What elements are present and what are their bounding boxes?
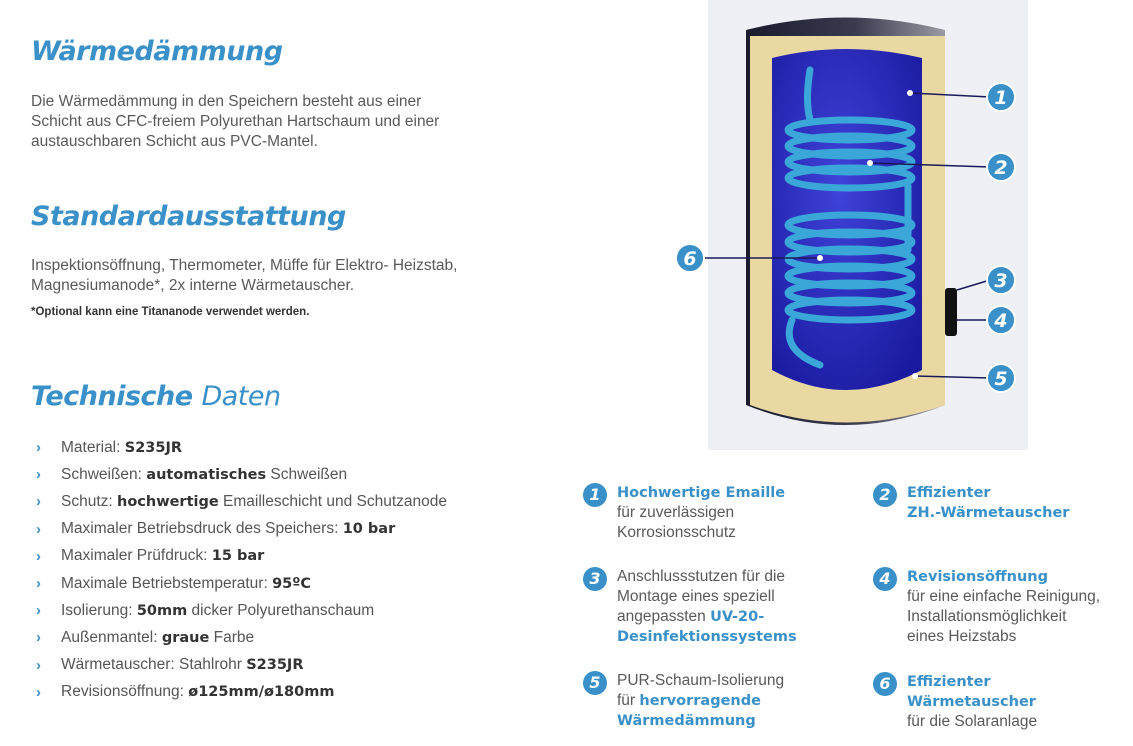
feature-description: angepassten xyxy=(617,608,711,625)
chevron-right-icon: › xyxy=(36,656,41,674)
feature-3 xyxy=(583,567,833,647)
heading-technical-data xyxy=(31,381,281,412)
feature-number-badge: 2 xyxy=(873,483,897,507)
spec-label: Material: xyxy=(61,438,125,456)
spec-item xyxy=(36,570,447,597)
feature-description: Anschlussstutzen für die xyxy=(617,568,786,585)
feature-highlight: ZH.-Wärmetauscher xyxy=(907,505,1070,521)
spec-label: Maximaler Betriebsdruck des Speichers: xyxy=(61,520,343,538)
standard-equipment-text xyxy=(31,256,457,296)
feature-line xyxy=(907,692,1123,712)
spec-value: S235JR xyxy=(124,439,183,456)
spec-value: automatisches xyxy=(146,466,267,483)
feature-line xyxy=(907,672,1123,692)
feature-text xyxy=(907,483,1123,523)
feature-highlight: Hochwertige Emaille xyxy=(617,485,786,501)
feature-line xyxy=(907,627,1123,647)
callout-3 xyxy=(987,266,1015,294)
spec-label: Maximaler Prüfdruck: xyxy=(61,547,212,565)
spec-label: Schweißen: xyxy=(61,465,147,483)
spec-value: 10 bar xyxy=(342,521,396,538)
spec-item xyxy=(36,488,447,515)
optional-note: *Optional kann eine Titananode verwendet werden. xyxy=(31,306,310,318)
chevron-right-icon: › xyxy=(36,683,41,701)
feature-description: Montage eines speziell xyxy=(617,588,775,605)
feature-line xyxy=(907,567,1123,587)
feature-line xyxy=(907,483,1123,503)
svg-text:6: 6 xyxy=(683,248,697,270)
spec-item xyxy=(36,624,447,651)
feature-line xyxy=(617,587,833,607)
spec-item xyxy=(36,652,447,679)
chevron-right-icon: › xyxy=(36,547,41,565)
feature-2 xyxy=(873,483,1123,523)
callout-6 xyxy=(676,244,704,272)
feature-4 xyxy=(873,567,1123,647)
feature-line xyxy=(907,607,1123,627)
feature-text xyxy=(617,483,833,543)
feature-description: PUR-Schaum-Isolierung xyxy=(617,672,785,689)
chevron-right-icon: › xyxy=(36,629,41,647)
spec-value: graue xyxy=(161,629,210,646)
spec-item xyxy=(36,597,447,624)
spec-label: Maximale Betriebstemperatur: xyxy=(61,574,273,592)
feature-line xyxy=(617,503,833,523)
flange-cover xyxy=(945,288,957,336)
feature-description: für die Solaranlage xyxy=(907,713,1038,730)
feature-line xyxy=(907,587,1123,607)
spec-value: 50mm xyxy=(136,602,188,619)
feature-line xyxy=(617,627,833,647)
tank-illustration xyxy=(660,0,1050,450)
insulation-text-line: Die Wärmedämmung in den Speichern besteht aus einer xyxy=(31,93,422,110)
feature-line xyxy=(617,671,833,691)
feature-text xyxy=(617,671,833,731)
svg-text:4: 4 xyxy=(994,310,1008,332)
svg-text:2: 2 xyxy=(994,157,1008,179)
feature-number-badge: 1 xyxy=(583,483,607,507)
standard-text-line: Inspektionsöffnung, Thermometer, Müffe für Elektro- Heizstab, xyxy=(31,257,458,274)
feature-highlight: Desinfektionssystems xyxy=(617,629,797,645)
chevron-right-icon: › xyxy=(36,493,41,511)
feature-highlight: hervorragende xyxy=(639,693,761,709)
spec-suffix: Emailleschicht und Schutzanode xyxy=(218,492,448,510)
technical-specs-list xyxy=(36,434,447,706)
feature-1 xyxy=(583,483,833,543)
feature-line xyxy=(617,523,833,543)
spec-value: S235JR xyxy=(246,657,304,674)
feature-highlight: Wärmetauscher xyxy=(907,694,1036,710)
chevron-right-icon: › xyxy=(36,439,41,457)
feature-line xyxy=(617,567,833,587)
spec-suffix: Farbe xyxy=(209,628,255,646)
feature-text xyxy=(907,672,1123,732)
spec-item xyxy=(36,543,447,570)
svg-text:3: 3 xyxy=(994,270,1008,292)
spec-item xyxy=(36,516,447,543)
feature-line xyxy=(907,503,1123,523)
feature-highlight: UV-20- xyxy=(710,609,765,625)
feature-highlight: Effizienter xyxy=(907,485,991,501)
feature-5 xyxy=(583,671,833,731)
feature-description: Korrosionsschutz xyxy=(617,524,736,541)
spec-value: 15 bar xyxy=(211,548,265,565)
feature-description: für xyxy=(617,692,640,709)
callout-5 xyxy=(987,364,1015,392)
feature-highlight: Revisionsöffnung xyxy=(907,569,1048,585)
spec-label: Außenmantel: xyxy=(61,628,162,646)
feature-description: für zuverlässigen xyxy=(617,504,735,521)
feature-text xyxy=(907,567,1123,647)
spec-item xyxy=(36,434,447,461)
feature-text xyxy=(617,567,833,647)
svg-text:1: 1 xyxy=(994,87,1008,109)
spec-value: 95ºC xyxy=(272,575,312,592)
insulation-text xyxy=(31,92,439,152)
feature-number-badge: 4 xyxy=(873,567,897,591)
callout-2 xyxy=(987,153,1015,181)
heading-standard-equipment: Standardausstattung xyxy=(31,201,346,232)
spec-item xyxy=(36,461,447,488)
feature-number-badge: 5 xyxy=(583,671,607,695)
spec-label: Isolierung: xyxy=(61,601,137,619)
svg-text:5: 5 xyxy=(994,368,1008,390)
feature-line xyxy=(617,483,833,503)
heading-insulation: Wärmedämmung xyxy=(31,36,283,67)
feature-description: Installationsmöglichkeit xyxy=(907,608,1067,625)
heading-technical-light: Daten xyxy=(201,381,281,412)
feature-number-badge: 3 xyxy=(583,567,607,591)
insulation-text-line: Schicht aus CFC-freiem Polyurethan Hartschaum und einer xyxy=(31,113,440,130)
spec-label: Wärmetauscher: Stahlrohr xyxy=(61,656,247,674)
spec-label: Schutz: xyxy=(61,492,117,510)
spec-label: Revisionsöffnung: xyxy=(61,683,189,701)
chevron-right-icon: › xyxy=(36,575,41,593)
feature-description: für eine einfache Reinigung, xyxy=(907,588,1101,605)
chevron-right-icon: › xyxy=(36,520,41,538)
callout-1 xyxy=(987,83,1015,111)
spec-value: hochwertige xyxy=(117,493,219,510)
spec-value: ø125mm/ø180mm xyxy=(188,684,335,701)
standard-text-line: Magnesiumanode*, 2x interne Wärmetauscher. xyxy=(31,277,355,294)
chevron-right-icon: › xyxy=(36,602,41,620)
spec-item xyxy=(36,679,447,706)
feature-6 xyxy=(873,672,1123,732)
feature-description: eines Heizstabs xyxy=(907,628,1017,645)
feature-line xyxy=(907,712,1123,732)
heading-technical-bold: Technische xyxy=(31,381,193,412)
spec-suffix: dicker Polyurethanschaum xyxy=(187,601,375,619)
feature-number-badge: 6 xyxy=(873,672,897,696)
feature-highlight: Wärmedämmung xyxy=(617,713,756,729)
feature-line xyxy=(617,607,833,627)
feature-line xyxy=(617,711,833,731)
spec-suffix: Schweißen xyxy=(266,465,348,483)
feature-highlight: Effizienter xyxy=(907,674,991,690)
insulation-text-line: austauschbaren Schicht aus PVC-Mantel. xyxy=(31,133,318,150)
callout-4 xyxy=(987,306,1015,334)
chevron-right-icon: › xyxy=(36,466,41,484)
feature-line xyxy=(617,691,833,711)
